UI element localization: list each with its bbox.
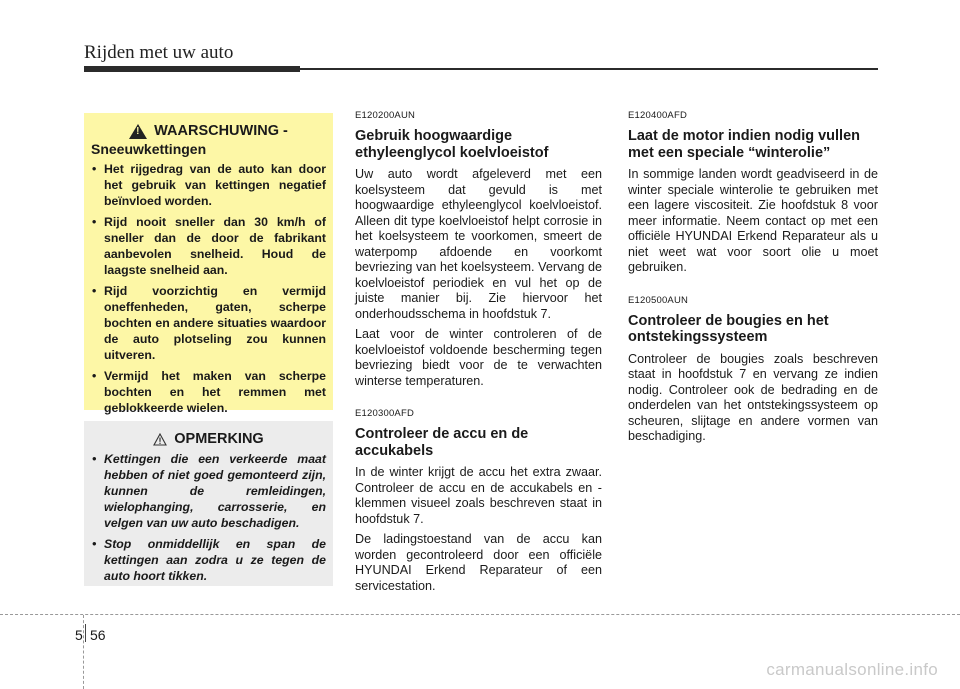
section-code: E120500AUN (628, 294, 689, 306)
warning-item: • Rijd nooit sneller dan 30 km/h of sneller dan de door de fabrikant aanbevolen snelheid. Houd de laagste snelheid aan. (91, 214, 326, 278)
section-title: Laat de motor indien nodig vullen met een speciale “winterolie” (628, 128, 861, 161)
note-heading-text: OPMERKING (174, 431, 264, 447)
section-title: Controleer de bougies en het ontstekingssysteem (628, 312, 829, 345)
page-number: 56 (90, 627, 106, 643)
header-rule (300, 68, 878, 70)
warning-box (84, 113, 333, 415)
footer-tick (83, 615, 84, 689)
warning-triangle-icon (129, 124, 147, 139)
note-box (84, 421, 333, 586)
chapter-number: 5 (75, 627, 83, 643)
right-column (628, 110, 878, 450)
note-heading (91, 431, 326, 447)
middle-column (355, 110, 602, 599)
section-paragraph: De ladingstoestand van de accu kan worden gecontroleerd door een officiële HYUNDAI Erkend Reparateur of een servicestation. (355, 532, 602, 593)
page-header-title: Rijden met uw auto (84, 42, 234, 63)
note-list (91, 451, 326, 584)
section-paragraph: Uw auto wordt afgeleverd met een koelsysteem dat gevuld is met hoogwaardige ethyleenglycol koelvloeistof. Alleen dit type koelvloeistof helpt corrosie in het koelsysteem te voorkomen, smeert de waterpomp afdoende en voorkomt bevriezing van het koelsysteem. Vervang de koelvloeistof periodiek en vul het op de juiste manier bij. Zie hiervoor het onderhoudsschema in hoofdstuk 7. (355, 167, 602, 321)
warning-heading (91, 123, 326, 139)
caution-triangle-icon (153, 433, 167, 446)
warning-item: • Vermijd het maken van scherpe bochten en het remmen met geblokkeerde wielen. (91, 368, 326, 416)
section-code: E120400AFD (628, 110, 688, 121)
section-paragraph: In sommige landen wordt geadviseerd in de winter speciale winterolie te gebruiken met een lagere viscositeit. Zie hoofdstuk 8 voor meer informatie. Neem contact op met een officiële HYUNDAI Erkend Reparateur als u niet weet wat voor soort olie u moet gebruiken. (628, 167, 878, 274)
footer-rule (0, 614, 960, 615)
section-paragraph: In de winter krijgt de accu het extra zwaar. Controleer de accu en de accukabels en -klemmen visueel zoals beschreven staat in hoofdstuk 7. (355, 465, 602, 526)
warning-list (91, 161, 326, 416)
section-paragraph: Controleer de bougies zoals beschreven staat in hoofdstuk 7 en vervang ze indien nodig. Controleer ook de bedrading en de onderdelen van het ontstekingssysteem op scheuren, slijtage en andere vormen van beschadiging. (628, 351, 878, 443)
note-item: • Stop onmiddellijk en span de kettingen aan zodra u ze tegen de auto hoort tikken. (91, 536, 326, 584)
page-number-separator (85, 624, 86, 642)
warning-item: • Rijd voorzichtig en vermijd oneffenheden, gaten, scherpe bochten en andere situaties waardoor de auto plotseling zou kunnen uitveren. (91, 283, 326, 363)
note-item: • Kettingen die een verkeerde maat hebben of niet goed gemonteerd zijn, kunnen de remleidingen, wielophanging, carrosserie, en velgen van uw auto beschadigen. (91, 451, 326, 531)
section-title: Controleer de accu en de accukabels (355, 426, 529, 459)
section-code: E120300AFD (355, 408, 415, 419)
section-title: Gebruik hoogwaardige ethyleenglycol koelvloeistof (355, 128, 549, 161)
section-paragraph: Laat voor de winter controleren of de koelvloeistof voldoende bescherming tegen bevriezing biedt voor de te verwachten winterse temperaturen. (355, 327, 602, 388)
header-bar (84, 66, 300, 72)
warning-item: • Het rijgedrag van de auto kan door het gebruik van kettingen negatief beïnvloed worden. (91, 161, 326, 209)
warning-heading-text: WAARSCHUWING - (154, 123, 288, 139)
section-code: E120200AUN (355, 110, 416, 121)
warning-subheading: Sneeuwkettingen (91, 141, 207, 157)
watermark: carmanualsonline.info (766, 660, 938, 679)
